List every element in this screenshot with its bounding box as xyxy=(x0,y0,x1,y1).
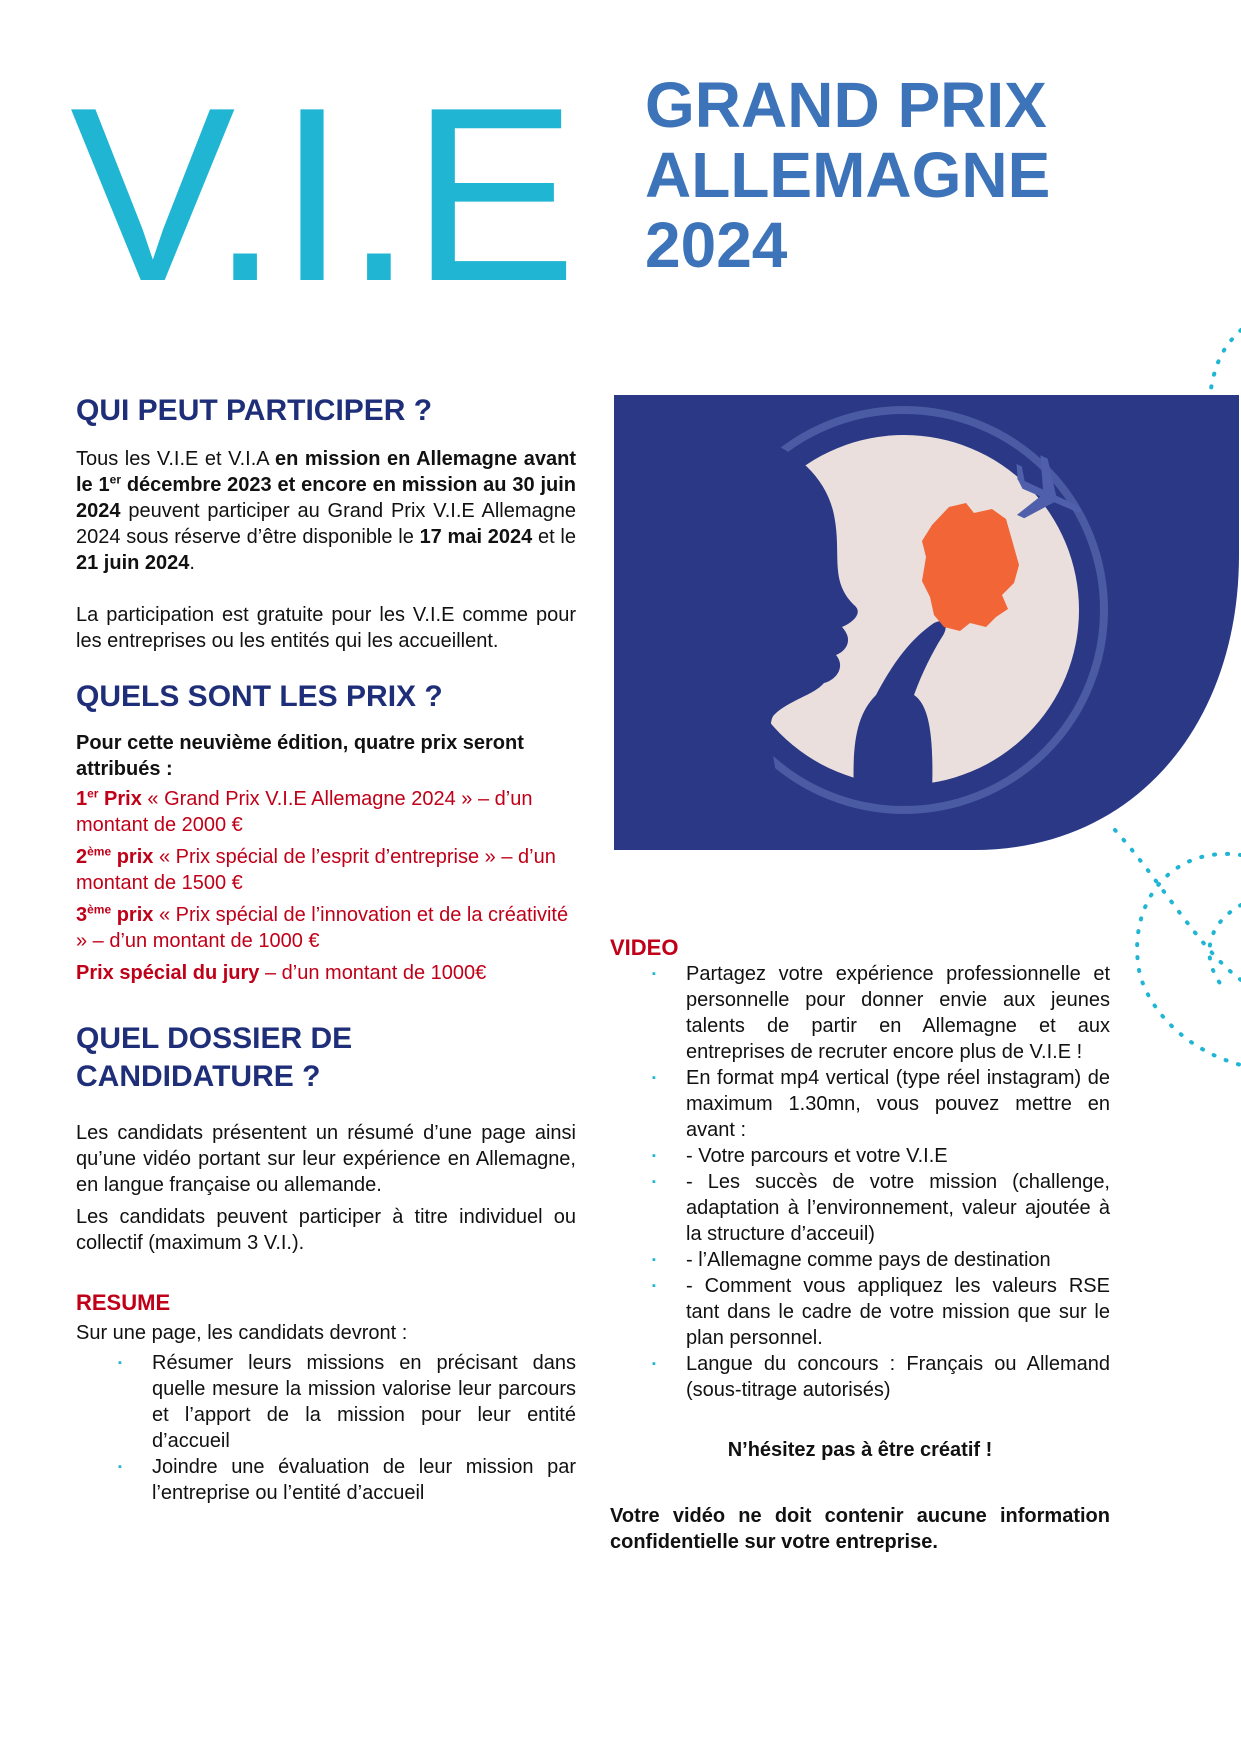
section-heading-dossier: QUEL DOSSIER DE CANDIDATURE ? xyxy=(76,1022,353,1093)
resume-list xyxy=(152,1350,576,1506)
prix-item-2: 2ème prix « Prix spécial de l’esprit d’entreprise » – d’un montant de 1500 € xyxy=(76,844,556,894)
title-line-3: 2024 xyxy=(645,209,788,281)
section-heading-prix: QUELS SONT LES PRIX ? xyxy=(76,680,443,713)
prix-item-1: 1er Prix « Grand Prix V.I.E Allemagne 2024 » – d’un montant de 2000 € xyxy=(76,786,533,836)
title-line-1: GRAND PRIX xyxy=(645,69,1047,141)
section-heading-qui: QUI PEUT PARTICIPER ? xyxy=(76,394,433,427)
prix-intro: Pour cette neuvième édition, quatre prix seront attribués : xyxy=(76,732,524,780)
prix-item-3: 3ème prix « Prix spécial de l’innovation et de la créativité » – d’un montant de 1000 € xyxy=(76,902,569,952)
left-column xyxy=(76,392,576,1506)
video-warning: Votre vidéo ne doit contenir aucune information confidentielle sur votre entreprise. xyxy=(610,1505,1110,1553)
resume-intro: Sur une page, les candidats devront : xyxy=(76,1322,408,1344)
list-item: ▪ Langue du concours : Français ou Allemand (sous-titrage autorisés) xyxy=(686,1351,1110,1403)
qui-paragraph-2: La participation est gratuite pour les V.I.E comme pour les entreprises ou les entités qui les accueillent. xyxy=(76,604,576,652)
list-item: ▪ Joindre une évaluation de leur mission par l’entreprise ou l’entité d’accueil xyxy=(152,1454,576,1506)
resume-heading: RESUME xyxy=(76,1290,171,1315)
list-item: ▪ - Les succès de votre mission (challenge, adaptation à l’environnement, valeur ajoutée à la structure d’acceuil) xyxy=(686,1169,1110,1247)
qui-paragraph-1: Tous les V.I.E et V.I.A en mission en Allemagne avant le 1er décembre 2023 et encore en mission au 30 juin 2024 peuvent participer au Grand Prix V.I.E Allemagne 2024 sous réserve d’être disponible le 17 mai 2024 et le 21 juin 2024. xyxy=(76,448,576,574)
prix-item-4: Prix spécial du jury – d’un montant de 1000€ xyxy=(76,962,487,984)
title-line-2: ALLEMAGNE xyxy=(645,139,1051,211)
video-cta: N’hésitez pas à être créatif ! xyxy=(727,1439,993,1461)
prix-list xyxy=(76,786,576,986)
vie-logo: V.I.E xyxy=(70,55,575,333)
video-list xyxy=(686,961,1110,1403)
list-item: ▪ Résumer leurs missions en précisant dans quelle mesure la mission valorise leur parcours et l’apport de la mission pour leur entité d’accueil xyxy=(152,1350,576,1454)
right-column xyxy=(610,935,1110,1555)
dossier-paragraph-1: Les candidats présentent un résumé d’une page ainsi qu’une vidéo portant sur leur expérience en Allemagne, en langue française ou allemande. xyxy=(76,1122,576,1196)
video-heading: VIDEO xyxy=(610,935,679,960)
list-item: ▪ En format mp4 vertical (type réel instagram) de maximum 1.30mn, vous pouvez mettre en avant : xyxy=(686,1065,1110,1143)
dossier-paragraph-2: Les candidats peuvent participer à titre individuel ou collectif (maximum 3 V.I.). xyxy=(76,1206,576,1254)
silhouette-illustration xyxy=(614,395,1239,850)
page-title xyxy=(645,70,1050,280)
list-item: ▪ - l’Allemagne comme pays de destination xyxy=(686,1247,1110,1273)
list-item: ▪ - Comment vous appliquez les valeurs RSE tant dans le cadre de votre mission que sur le plan personnel. xyxy=(686,1273,1110,1351)
list-item: ▪ - Votre parcours et votre V.I.E xyxy=(686,1143,1110,1169)
list-item: ▪ Partagez votre expérience professionnelle et personnelle pour donner envie aux jeunes talents de partir en Allemagne et aux entreprises de recruter encore plus de V.I.E ! xyxy=(686,961,1110,1065)
